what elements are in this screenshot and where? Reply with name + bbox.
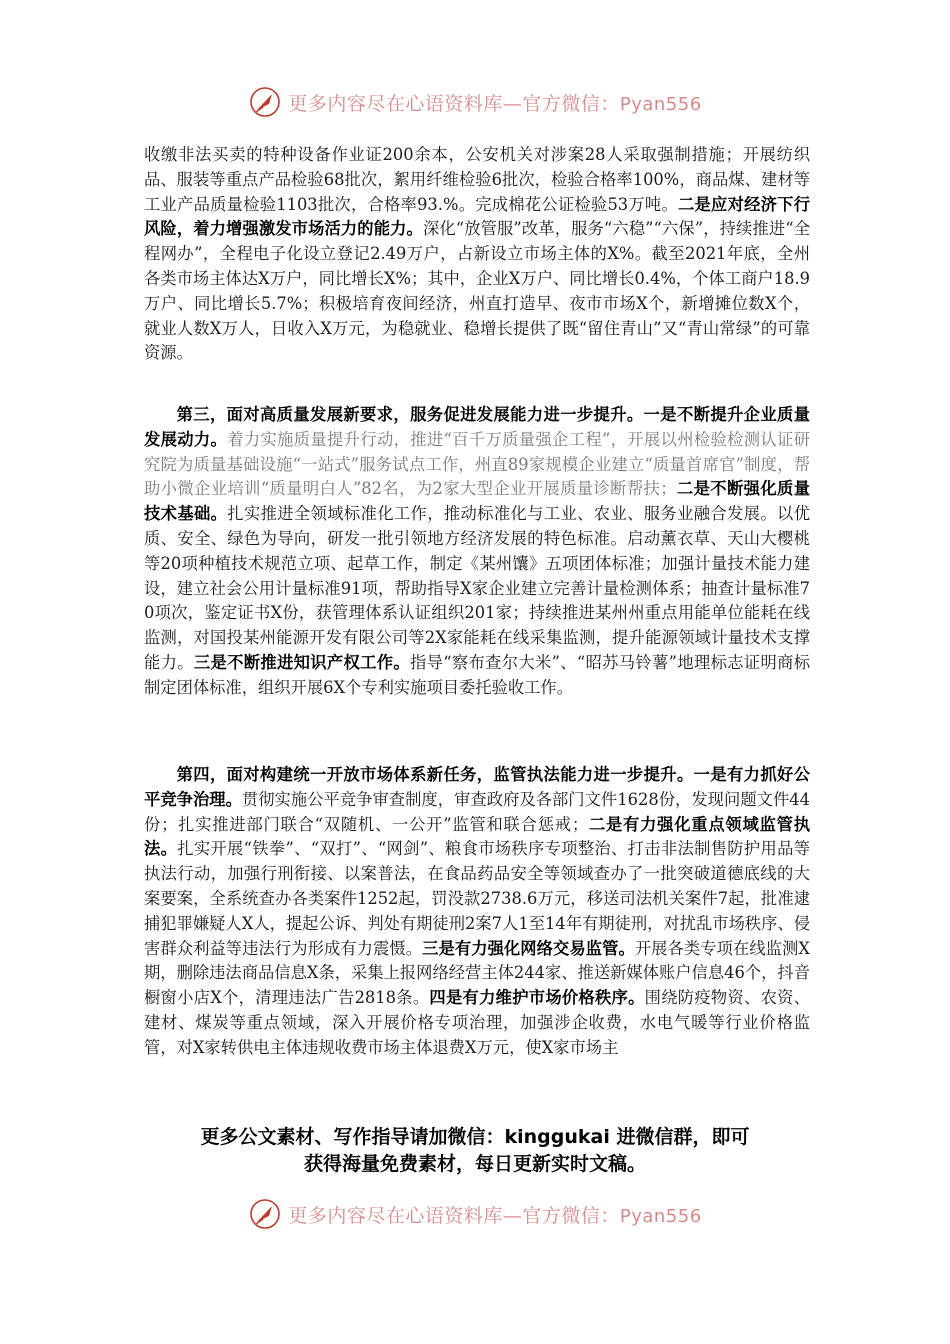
bold-heading-text: 二是应对经济下行风险，着力增强激发市场活力的能力。 [144,194,810,239]
banner-wechat-id: Pyan556 [619,1205,702,1227]
paragraph [144,763,810,1110]
promo-notice [120,1124,830,1178]
body-text: 贯彻实施公平竞争审查制度，审查政府及各部门文件1628份，发现问题文件44份；扎实推进部门联合“双随机、一公开”监管和联合惩戒； [144,789,810,834]
body-text: 扎实推进全领域标准化工作，推动标准化与工业、农业、服务业融合发展。以优质、安全、绿色为导向，研发一批引领地方经济发展的特色标准。启动薰衣草、天山大樱桃等20项种植技术规范立项、起草工作，制定《某州馕》五项团体标准；加强计量技术能力建设，建立社会公用计量标准91项，帮助指导X家企业建立完善计量检测体系；抽查计量标准70项次，鉴定证书X份，获管理体系认证组织201家；持续推进某州州重点用能单位能耗在线监测，对国投某州能源开发有限公司等2X家能耗在线采集监测，提升能源领域计量技术支撑能力。 [144,504,810,672]
bold-heading-text: 二是不断强化质量技术基础。 [144,479,810,524]
document-body [144,143,810,1110]
promo-line-2: 获得海量免费素材，每日更新实时文稿。 [303,1153,646,1175]
body-text: 围绕防疫物资、农资、建材、煤炭等重点领域，深入开展价格专项治理，加强涉企收费，水电气暖等行业价格监管，对X家转供电主体违规收费市场主体退费X万元，使X家市场主 [144,988,810,1057]
watermark-banner-bottom [0,1194,950,1234]
quill-logo-icon [248,85,282,119]
bold-heading-text: 三是有力强化网络交易监管。 [422,938,635,958]
banner-text: 更多内容尽在心语资料库—官方微信：Pyan556 [288,1204,702,1227]
bold-heading-text: 三是不断推进知识产权工作。 [193,652,410,672]
promo-line-1: 更多公文素材、写作指导请加微信：kinggukai 进微信群，即可 [200,1126,750,1148]
body-text: 指导“察布查尔大米”、“昭苏马铃薯”地理标志证明商标制定团体标准，组织开展6X个专利实施项目委托验收工作。 [144,652,810,697]
body-text: 着力实施质量提升行动，推进“百千万质量强企工程”，开展以州检验检测认证研究院为质量基础设施“一站式”服务试点工作，州直89家规模企业建立“质量首席官”制度，帮助小微企业培训“质量明白人”82名，为2家大型企业开展质量诊断帮扶； [144,429,810,499]
bold-heading-text: 二是有力强化重点领域监管执法。 [144,814,810,859]
bold-heading-text: 第三，面对高质量发展新要求，服务促进发展能力进一步提升。一是不断提升企业质量发展动力。 [144,405,810,449]
paragraph [144,143,810,391]
quill-logo-icon [248,1197,282,1231]
body-text: 深化“放管服”改革，服务“六稳”“六保”，持续推进“全程网办”，全程电子化设立登记2.49万户，占新设立市场主体的X%。截至2021年底，全州各类市场主体达X万户，同比增长X%；其中，企业X万户、同比增长0.4%，个体工商户18.9万户、同比增长5.7%；积极培育夜间经济，州直打造早、夜市市场X个，新增摊位数X个，就业人数X万人，日收入X万元，为稳就业、稳增长提供了既“留住青山”又“青山常绿”的可靠资源。 [144,219,810,363]
body-text: 开展各类专项在线监测X期，删除违法商品信息X条，采集上报网络经营主体244家、推送新媒体账户信息46个，抖音橱窗小店X个，清理违法广告2818条。 [144,938,810,1008]
body-text: 收缴非法买卖的特种设备作业证200余本，公安机关对涉案28人采取强制措施；开展纺织品、服装等重点产品检验68批次，絮用纤维检验6批次，检验合格率100%，商品煤、建材等工业产品质量检验1103批次，合格率93.%。完成棉花公证检验53万吨。 [144,145,810,214]
watermark-banner-top [0,82,950,122]
bold-heading-text: 第四，面对构建统一开放市场体系新任务，监管执法能力进一步提升。一是有力抓好公平竞争治理。 [144,765,810,809]
body-text: 扎实开展“铁拳”、“双打”、“网剑”、粮食市场秩序专项整治、打击非法制售防护用品等执法行动，加强行刑衔接、以案普法，在食品药品安全等领域查办了一批突破道德底线的大案要案，全系统查办各类案件1252起，罚没款2738.6万元，移送司法机关案件7起，批准逮捕犯罪嫌疑人X人，提起公诉、判处有期徒刑2案7人1至14年有期徒刑，对扰乱市场秩序、侵害群众利益等违法行为形成有力震慑。 [144,839,810,958]
banner-wechat-id: Pyan556 [619,93,702,115]
paragraph [144,403,810,751]
banner-text: 更多内容尽在心语资料库—官方微信：Pyan556 [288,92,702,115]
bold-heading-text: 四是有力维护市场价格秩序。 [429,988,645,1008]
